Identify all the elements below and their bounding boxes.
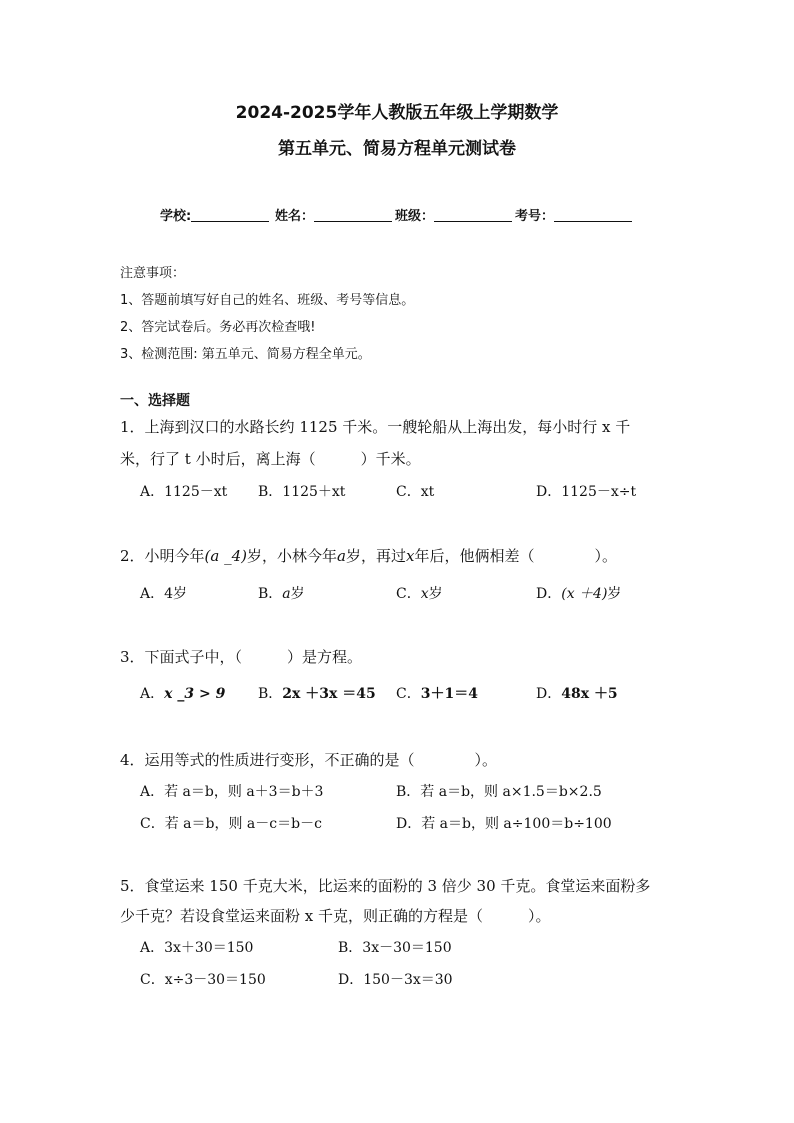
option-text: 岁 (290, 586, 305, 602)
option-label: D． (536, 686, 562, 702)
question-1-line1: 1．上海到汉口的水路长约 1125 千米。一艘轮船从上海出发，每小时行 x 千 (120, 418, 631, 436)
q2-option-a (140, 583, 187, 603)
option-label: A． (140, 586, 165, 602)
q2-option-c (396, 583, 443, 603)
section-title: 一、选择题 (120, 393, 190, 409)
option-label: A． (140, 686, 165, 702)
option-math: 2x ＋3x ＝45 (282, 686, 376, 702)
question-2-stem (120, 545, 617, 566)
option-label: D． (536, 586, 562, 602)
q2-text: 岁，再过 (345, 547, 406, 565)
q2-option-b (258, 583, 305, 603)
page-subtitle: 第五单元、简易方程单元测试卷 (278, 139, 516, 159)
q4-option-b: B．若 a＝b，则 a×1.5＝b×2.5 (396, 784, 602, 800)
name-label: 姓名： (275, 209, 315, 224)
q4-option-c: C．若 a＝b，则 a－c＝b－c (140, 816, 322, 832)
question-3-stem: 3．下面式子中，（ ）是方程。 (120, 648, 363, 666)
exam-no-field (515, 205, 632, 224)
exam-no-blank (554, 207, 632, 222)
q2-option-d (536, 583, 621, 603)
question-4-stem: 4．运用等式的性质进行变形，不正确的是（ ）。 (120, 751, 498, 769)
question-5-line1: 5．食堂运来 150 千克大米，比运来的面粉的 3 倍少 30 千克。食堂运来面粉多 (120, 877, 651, 895)
q3-option-c (396, 683, 478, 703)
note-item: 1、答题前填写好自己的姓名、班级、考号等信息。 (120, 293, 415, 308)
option-label: C． (396, 686, 421, 702)
question-1-line2: 米，行了 t 小时后，离上海（ ）千米。 (120, 450, 421, 468)
q3-option-d (536, 683, 618, 703)
option-math: 48x ＋5 (561, 686, 618, 702)
option-text: 岁 (428, 586, 443, 602)
q3-option-b (258, 683, 376, 703)
option-label: C． (396, 586, 421, 602)
name-blank (314, 207, 392, 222)
q2-math-var: x (406, 547, 415, 565)
q1-option-b: B．1125＋xt (258, 484, 346, 500)
q5-option-d: D．150－3x＝30 (338, 972, 453, 988)
option-math: x (420, 586, 429, 602)
q1-option-d: D．1125－x÷t (536, 484, 637, 500)
option-text: 4岁 (164, 586, 188, 602)
page-title: 2024-2025学年人教版五年级上学期数学 (235, 103, 559, 123)
q3-option-a (140, 683, 225, 703)
class-label: 班级： (395, 209, 435, 224)
option-text: 岁 (607, 586, 622, 602)
q2-math-var: a (337, 547, 346, 565)
q2-math-expr: (a _4) (204, 547, 248, 565)
note-item: 2、答完试卷后。务必再次检查哦! (120, 320, 316, 335)
option-math: a (282, 586, 291, 602)
school-field (160, 205, 269, 224)
q2-text: 岁，小林今年 (247, 547, 338, 565)
q4-option-d: D．若 a＝b，则 a÷100＝b÷100 (396, 816, 612, 832)
q2-text: 2．小明今年 (120, 547, 205, 565)
option-math: x _3 > 9 (164, 686, 226, 702)
q5-option-c: C．x÷3－30＝150 (140, 972, 266, 988)
exam-no-label: 考号： (515, 209, 555, 224)
option-label: B． (258, 686, 283, 702)
name-field (275, 205, 392, 224)
q4-option-a: A．若 a＝b，则 a＋3＝b＋3 (140, 784, 324, 800)
class-field (395, 205, 512, 224)
q5-option-b: B．3x－30＝150 (338, 940, 452, 956)
q5-option-a: A．3x＋30＝150 (140, 940, 254, 956)
school-label: 学校: (160, 209, 192, 224)
q1-option-c: C．xt (396, 484, 435, 500)
note-item: 3、检测范围: 第五单元、简易方程全单元。 (120, 347, 371, 362)
q2-text: 年后，他俩相差（ ）。 (414, 547, 617, 565)
school-blank (191, 207, 269, 222)
notes-heading: 注意事项： (120, 266, 186, 281)
option-label: B． (258, 586, 283, 602)
q1-option-a: A．1125－xt (140, 484, 228, 500)
question-5-line2: 少千克？若设食堂运来面粉 x 千克，则正确的方程是（ ）。 (120, 907, 551, 925)
class-blank (434, 207, 512, 222)
option-math: (x ＋4) (561, 586, 608, 602)
option-math: 3＋1＝4 (420, 686, 478, 702)
